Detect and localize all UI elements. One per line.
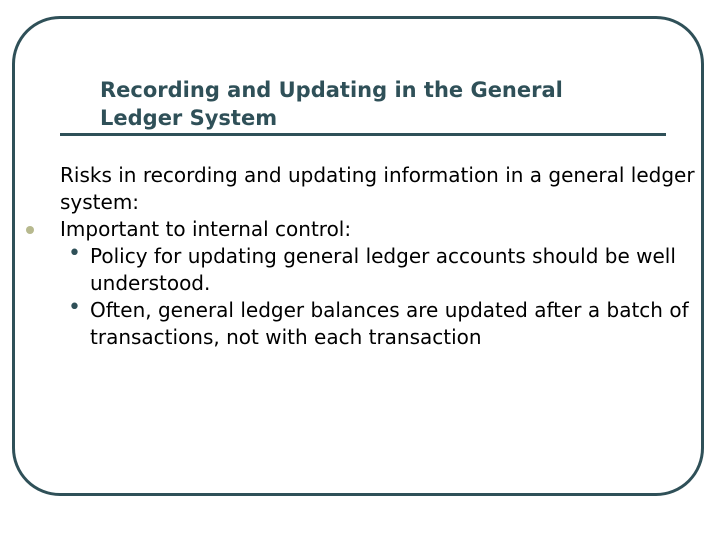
sub-bullet-icon: • [68, 295, 81, 320]
slide-body [60, 162, 700, 351]
sub-bullet-text: Often, general ledger balances are updated after a batch of transactions, not with each transaction [90, 298, 689, 349]
title-block [100, 76, 670, 132]
sub-bullet-icon: • [68, 241, 81, 266]
title-underline [60, 133, 666, 136]
bullet-dot-icon [26, 226, 34, 234]
main-bullet-item [60, 216, 700, 243]
main-bullet-text: Important to internal control: [60, 217, 352, 241]
sub-bullet-list [60, 243, 700, 351]
slide-title: Recording and Updating in the General Ledger System [100, 78, 563, 130]
sub-bullet-item [60, 297, 700, 351]
sub-bullet-text: Policy for updating general ledger accounts should be well understood. [90, 244, 676, 295]
intro-text: Risks in recording and updating information in a general ledger system: [60, 163, 695, 214]
sub-bullet-item [60, 243, 700, 297]
